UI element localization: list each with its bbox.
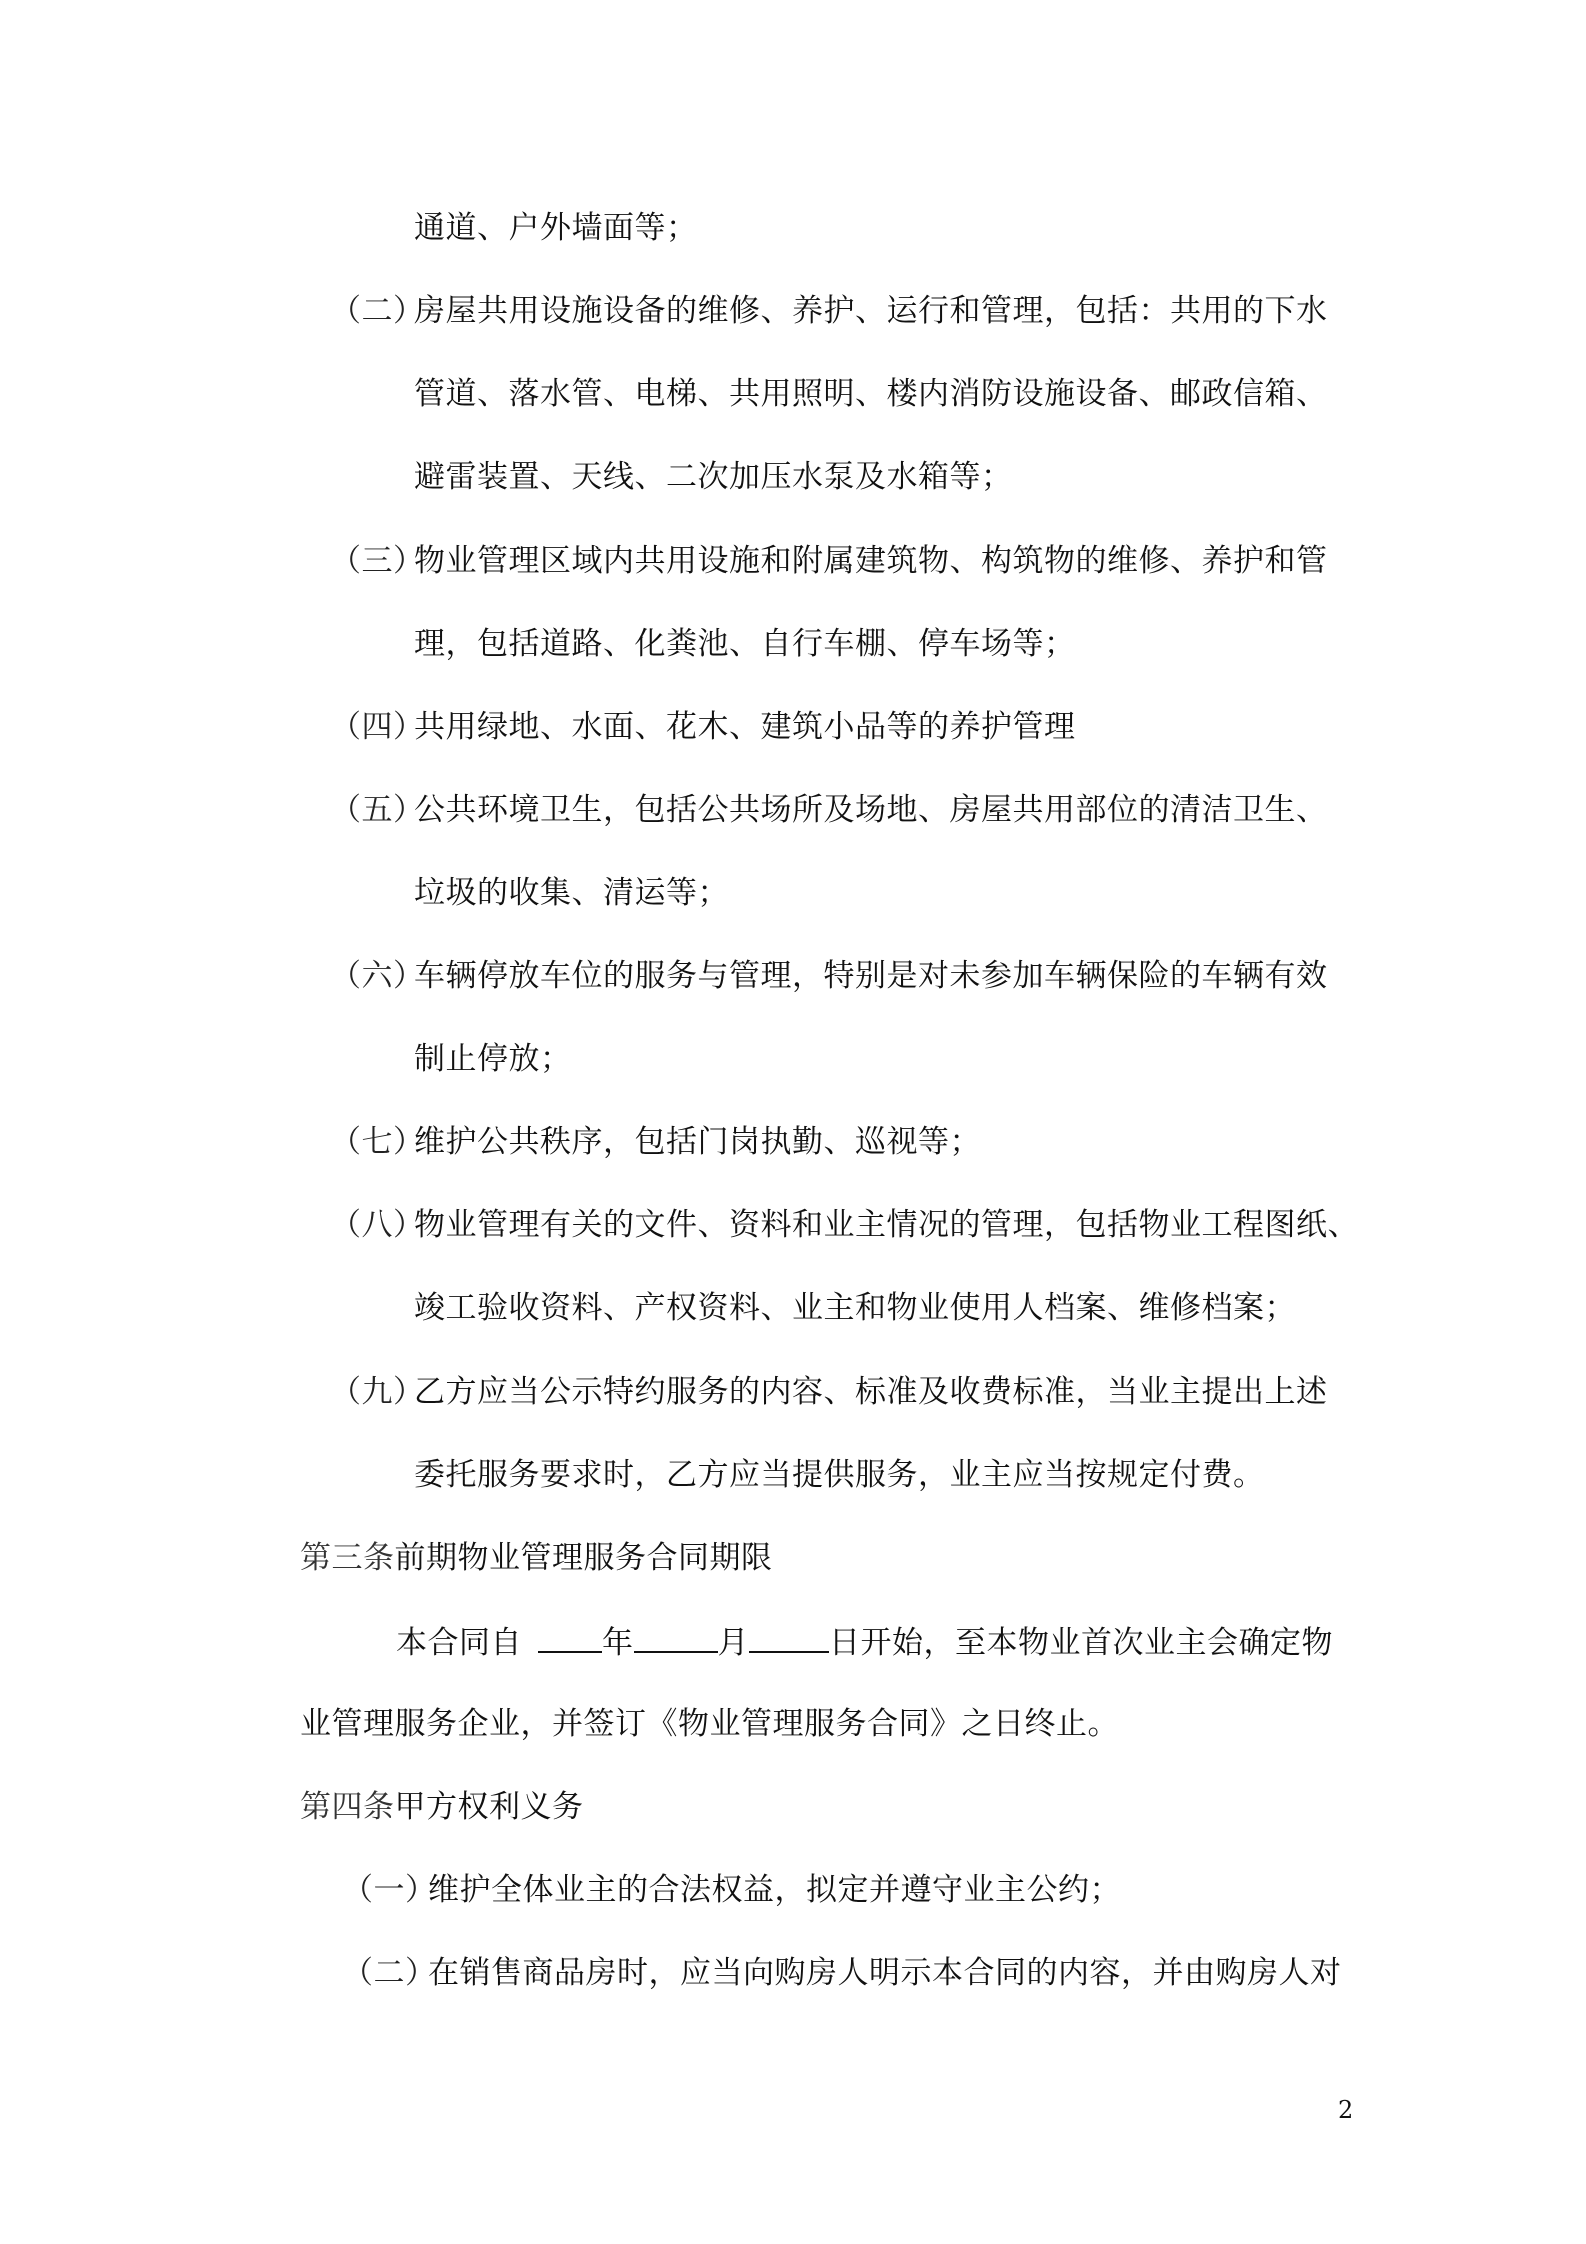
item6-number: （六）	[330, 958, 425, 994]
item4-line1	[330, 707, 1076, 747]
item9-text-line1: 乙方应当公示特约服务的内容、标准及收费标准，当业主提出上述	[414, 1374, 1328, 1410]
item6-line1	[330, 956, 1328, 996]
item5-text-line2: 垃圾的收集、清运等；	[414, 875, 729, 911]
article4-heading	[300, 1787, 584, 1827]
item8-text-line2: 竣工验收资料、产权资料、业主和物业使用人档案、维修档案；	[414, 1290, 1296, 1326]
article3-text-day: 日开始，至本物业首次业主会确定物	[829, 1625, 1333, 1661]
article3-heading	[300, 1538, 773, 1578]
item7-line1	[330, 1122, 981, 1162]
item3-line1	[330, 541, 1328, 581]
item5-number: （五）	[330, 792, 425, 828]
item5-line1	[330, 790, 1328, 830]
item4-number: （四）	[330, 709, 425, 745]
item5-text-line1: 公共环境卫生，包括公共场所及场地、房屋共用部位的清洁卫生、	[414, 792, 1328, 828]
item2-text-line2: 管道、落水管、电梯、共用照明、楼内消防设施设备、邮政信箱、	[414, 376, 1328, 412]
article3-paragraph-line1	[396, 1621, 1333, 1663]
article3-text-start: 本合同自	[396, 1625, 522, 1661]
item9-text-line2: 委托服务要求时，乙方应当提供服务，业主应当按规定付费。	[414, 1457, 1265, 1493]
year-label: 年	[602, 1625, 634, 1661]
article4-item1	[342, 1870, 1121, 1910]
item7-text-line1: 维护公共秩序，包括门岗执勤、巡视等；	[414, 1124, 981, 1160]
article3-title: 前期物业管理服务合同期限	[394, 1540, 773, 1576]
item9-line1	[330, 1372, 1328, 1412]
item4-text-line1: 共用绿地、水面、花木、建筑小品等的养护管理	[414, 709, 1076, 745]
item6-text-line2: 制止停放；	[414, 1041, 572, 1077]
article4-item2	[342, 1953, 1342, 1993]
item2-number: （二）	[330, 293, 425, 329]
article4-title: 甲方权利义务	[394, 1789, 584, 1825]
item8-line1	[330, 1205, 1359, 1245]
article3-label: 第三条	[300, 1540, 395, 1576]
month-label: 月	[717, 1625, 749, 1661]
item3-text-line1: 物业管理区域内共用设施和附属建筑物、构筑物的维修、养护和管	[414, 543, 1328, 579]
item1-tail-line: 通道、户外墙面等；	[414, 210, 698, 246]
page-number: 2	[1338, 2096, 1354, 2124]
day-blank	[749, 1621, 829, 1653]
item9-number: （九）	[330, 1374, 425, 1410]
item3-number: （三）	[330, 543, 425, 579]
item6-text-line1: 车辆停放车位的服务与管理，特别是对未参加车辆保险的车辆有效	[414, 958, 1328, 994]
article4-item1-text: 维护全体业主的合法权益，拟定并遵守业主公约；	[428, 1872, 1121, 1908]
article4-label: 第四条	[300, 1789, 395, 1825]
year-blank	[538, 1621, 602, 1653]
item2-text-line3: 避雷装置、天线、二次加压水泵及水箱等；	[414, 459, 1013, 495]
article4-item2-number: （二）	[342, 1955, 437, 1991]
item2-text-line1: 房屋共用设施设备的维修、养护、运行和管理，包括：共用的下水	[414, 293, 1328, 329]
article4-item2-text: 在销售商品房时，应当向购房人明示本合同的内容，并由购房人对	[428, 1955, 1342, 1991]
article4-item1-number: （一）	[342, 1872, 437, 1908]
article3-paragraph-line2: 业管理服务企业，并签订《物业管理服务合同》之日终止。	[300, 1706, 1119, 1742]
item8-number: （八）	[330, 1207, 425, 1243]
item7-number: （七）	[330, 1124, 425, 1160]
month-blank	[634, 1621, 718, 1653]
item3-text-line2: 理，包括道路、化粪池、自行车棚、停车场等；	[414, 626, 1076, 662]
item8-text-line1: 物业管理有关的文件、资料和业主情况的管理，包括物业工程图纸、	[414, 1207, 1359, 1243]
item2-line1	[330, 291, 1328, 331]
